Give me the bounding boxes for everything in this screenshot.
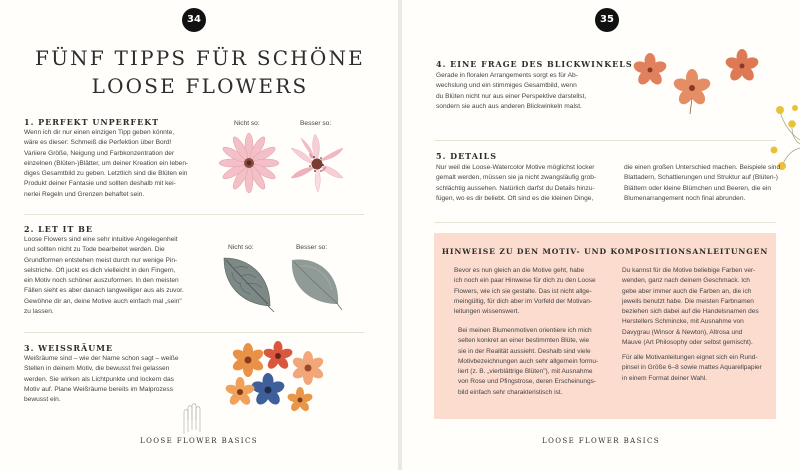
text-line: Blumenarrangement noch final abrunden. [624,194,746,202]
text-line: Bei meinen Blumenmotiven orientiere ich mich [458,327,592,334]
text-line: Variiere Größe, Neigung und Farbkonzentration der [24,149,175,157]
text-line: Blättern oder kleine Blümchen und Beeren, die ein [624,184,771,192]
left-page [0,0,398,470]
text-line: selstriche. Oft juckt es dich vielleicht in den Fingern, [24,266,176,274]
text-line: wäre es dieser: Schmeiß die Perfektion über Bord! [24,139,172,147]
tip2-caption-bad: Nicht so: [228,244,254,251]
section-divider [24,332,364,333]
text-line: einzelnen (Blüten-)Blätter, um deiner Kreation ein leben- [24,159,189,167]
text-line: zu lassen. [24,308,54,316]
notes-col1-paragraph2 [458,326,618,398]
text-line: Davygrau (Winsor & Newton), Altrosa und [622,328,743,336]
text-line: Loose Flowers sind eine sehr intuitive Angelegenheit [24,236,178,243]
text-line: diges Gesamtbild zu geben. Letztlich sind die Blüten ein [24,170,188,178]
tip4-title: 4. EINE FRAGE DES BLICKWINKELS [436,59,633,69]
notes-title: HINWEISE ZU DEN MOTIV- UND KOMPOSITIONSANLEITUNGEN [441,247,769,256]
page-number-left: 34 [182,8,206,32]
tip4-text [436,71,636,112]
page-number-right: 35 [595,8,619,32]
text-line: Du kannst für die Motive beliebige Farben ver- [622,267,756,274]
text-line: ich noch ein paar Hinweise für dich zu den Loose [454,277,596,285]
text-line: liert (z. B. „vierblättrige Blüten"), mit Ausnahme [458,368,593,376]
text-line: wenden, ganz nach deinem Geschmack. Ich [622,277,750,285]
overworked-leaf-illustration [214,252,278,314]
text-line: nerlei Regeln und Grenzen behaftet sein. [24,190,145,198]
text-line: sie in der Realität aussieht. Deshalb sind viele [458,347,591,355]
text-line: Wenn ich dir nur einen einzigen Tipp geben könnte, [24,129,175,136]
notes-col1-paragraph1 [454,266,614,317]
text-line: selten konkret an einer bestimmten Blüte, wie [458,337,590,345]
text-line: Für alle Motivanleitungen eignet sich ein Rund- [622,354,758,361]
text-line: jeweils benutzt habe. Die meisten Farbnamen [622,297,754,305]
loose-leaf-illustration [284,252,348,314]
text-line: gebe aber immer auch die Farben an, die ich [622,287,752,295]
tip5-text-col1 [436,163,616,204]
section-divider [24,214,364,215]
text-line: Bevor es nun gleich an die Motive geht, habe [454,267,585,274]
text-line: Produkt deiner Fantasie und sollten deshalb mit kei- [24,180,176,188]
text-line: Fällen sieht es aber danach langweiliger aus als zuvor. [24,287,184,295]
text-line: meingültig, für dich aber im Vorfeld der Motivan- [454,297,593,305]
notes-col2-paragraph2 [622,353,774,384]
text-line: Grundformen entstehen meist durch nur wenige Pin- [24,256,178,264]
tip5-title: 5. DETAILS [436,151,498,161]
footer-left: LOOSE FLOWER BASICS [140,437,258,445]
text-line: und sollten nicht zu Tode bearbeitet werden. Die [24,246,165,254]
text-line: die einen großen Unterschied machen. Beispiele sind [624,164,781,171]
footer-right: LOOSE FLOWER BASICS [542,437,660,445]
text-line: gemalt werden, müssen sie ja nicht zwangsläufig grob- [436,174,597,182]
page-title-line-1: FÜNF TIPPS FÜR SCHÖNE [35,46,365,70]
text-line: bild einfach sehr charakteristisch ist. [458,388,563,396]
tip3-text [24,354,224,405]
text-line: werden. Sie wirken als Lichtpunkte und lockern das [24,375,174,383]
text-line: ein Motiv noch schöner auszuformen. In den meisten [24,277,179,285]
hand-sketch-illustration [176,402,216,436]
text-line: Flowers, wie ich sie gestalte. Das ist nicht allge- [454,287,592,295]
tip5-text-col2 [624,163,794,204]
text-line: sondern sie auch aus anderen Blickwinkeln malst. [436,102,582,110]
page-title [20,44,380,100]
text-line: wechslung und ein stimmiges Gesamtbild, wenn [436,82,577,90]
text-line: leitungen wissenswert. [454,308,520,316]
tip1-text [24,128,224,200]
text-line: von Rose und Pfingstrose, deren Erscheinungs- [458,378,597,386]
text-line: beziehen sich dabei auf die Handelsnamen des [622,308,759,316]
text-line: Stellen in deinem Motiv, die bewusst frei gelassen [24,365,170,373]
text-line: schlächtig aussehen. Natürlich darfst du Details hinzu- [436,184,595,192]
text-line: Mauve (Art Philosophy oder selbst gemischt). [622,339,753,347]
text-line: Gewöhne dir an, deine Motive auch einfach mal „sein" [24,297,182,305]
text-line: Herstellers Schmincke, mit Ausnahme von [622,318,744,326]
tip1-caption-good: Besser so: [300,120,332,127]
text-line: Nur weil die Loose-Watercolor Motive möglichst locker [436,164,595,171]
perfect-flower-illustration [216,130,282,196]
text-line: Blattadern, Schattierungen und Struktur auf (Blüten-) [624,174,778,182]
text-line: Motiv auf. Plane Weißräume bereits im Malprozess [24,385,174,393]
text-line: Gerade in floralen Arrangements sorgt es für Ab- [436,72,578,79]
tip3-title: 3. WEISSRÄUME [24,343,114,353]
tip1-title: 1. PERFEKT UNPERFEKT [24,117,160,127]
text-line: Motivbezeichnungen auch sehr allgemein formu- [458,357,599,365]
section-divider [434,222,776,223]
imperfect-flower-illustration [282,128,352,198]
notes-box [434,233,776,419]
text-line: pinsel in Größe 6–8 sowie mattes Aquarellpapier [622,364,762,372]
text-line: bewusst ein. [24,396,61,404]
tip2-title: 2. LET IT BE [24,224,93,234]
flower-cluster-illustration [222,340,334,422]
tip2-text [24,235,224,317]
tip2-caption-good: Besser so: [296,244,328,251]
yellow-berries-illustration [766,100,800,172]
text-line: in einem Format deiner Wahl. [622,374,708,382]
page-title-line-2: LOOSE FLOWERS [91,74,309,98]
text-line: du Blüten nicht nur aus einer Perspektive darstellst, [436,92,587,100]
coral-flowers-illustration [620,46,770,116]
tip1-caption-bad: Nicht so: [234,120,260,127]
notes-col2-paragraph1 [622,266,774,348]
text-line: fügen, wo es dir beliebt. Oft sind es die kleinen Dinge, [436,194,594,202]
section-divider [434,140,776,141]
text-line: Weißräume sind – wie der Name schon sagt – weiße [24,355,179,362]
